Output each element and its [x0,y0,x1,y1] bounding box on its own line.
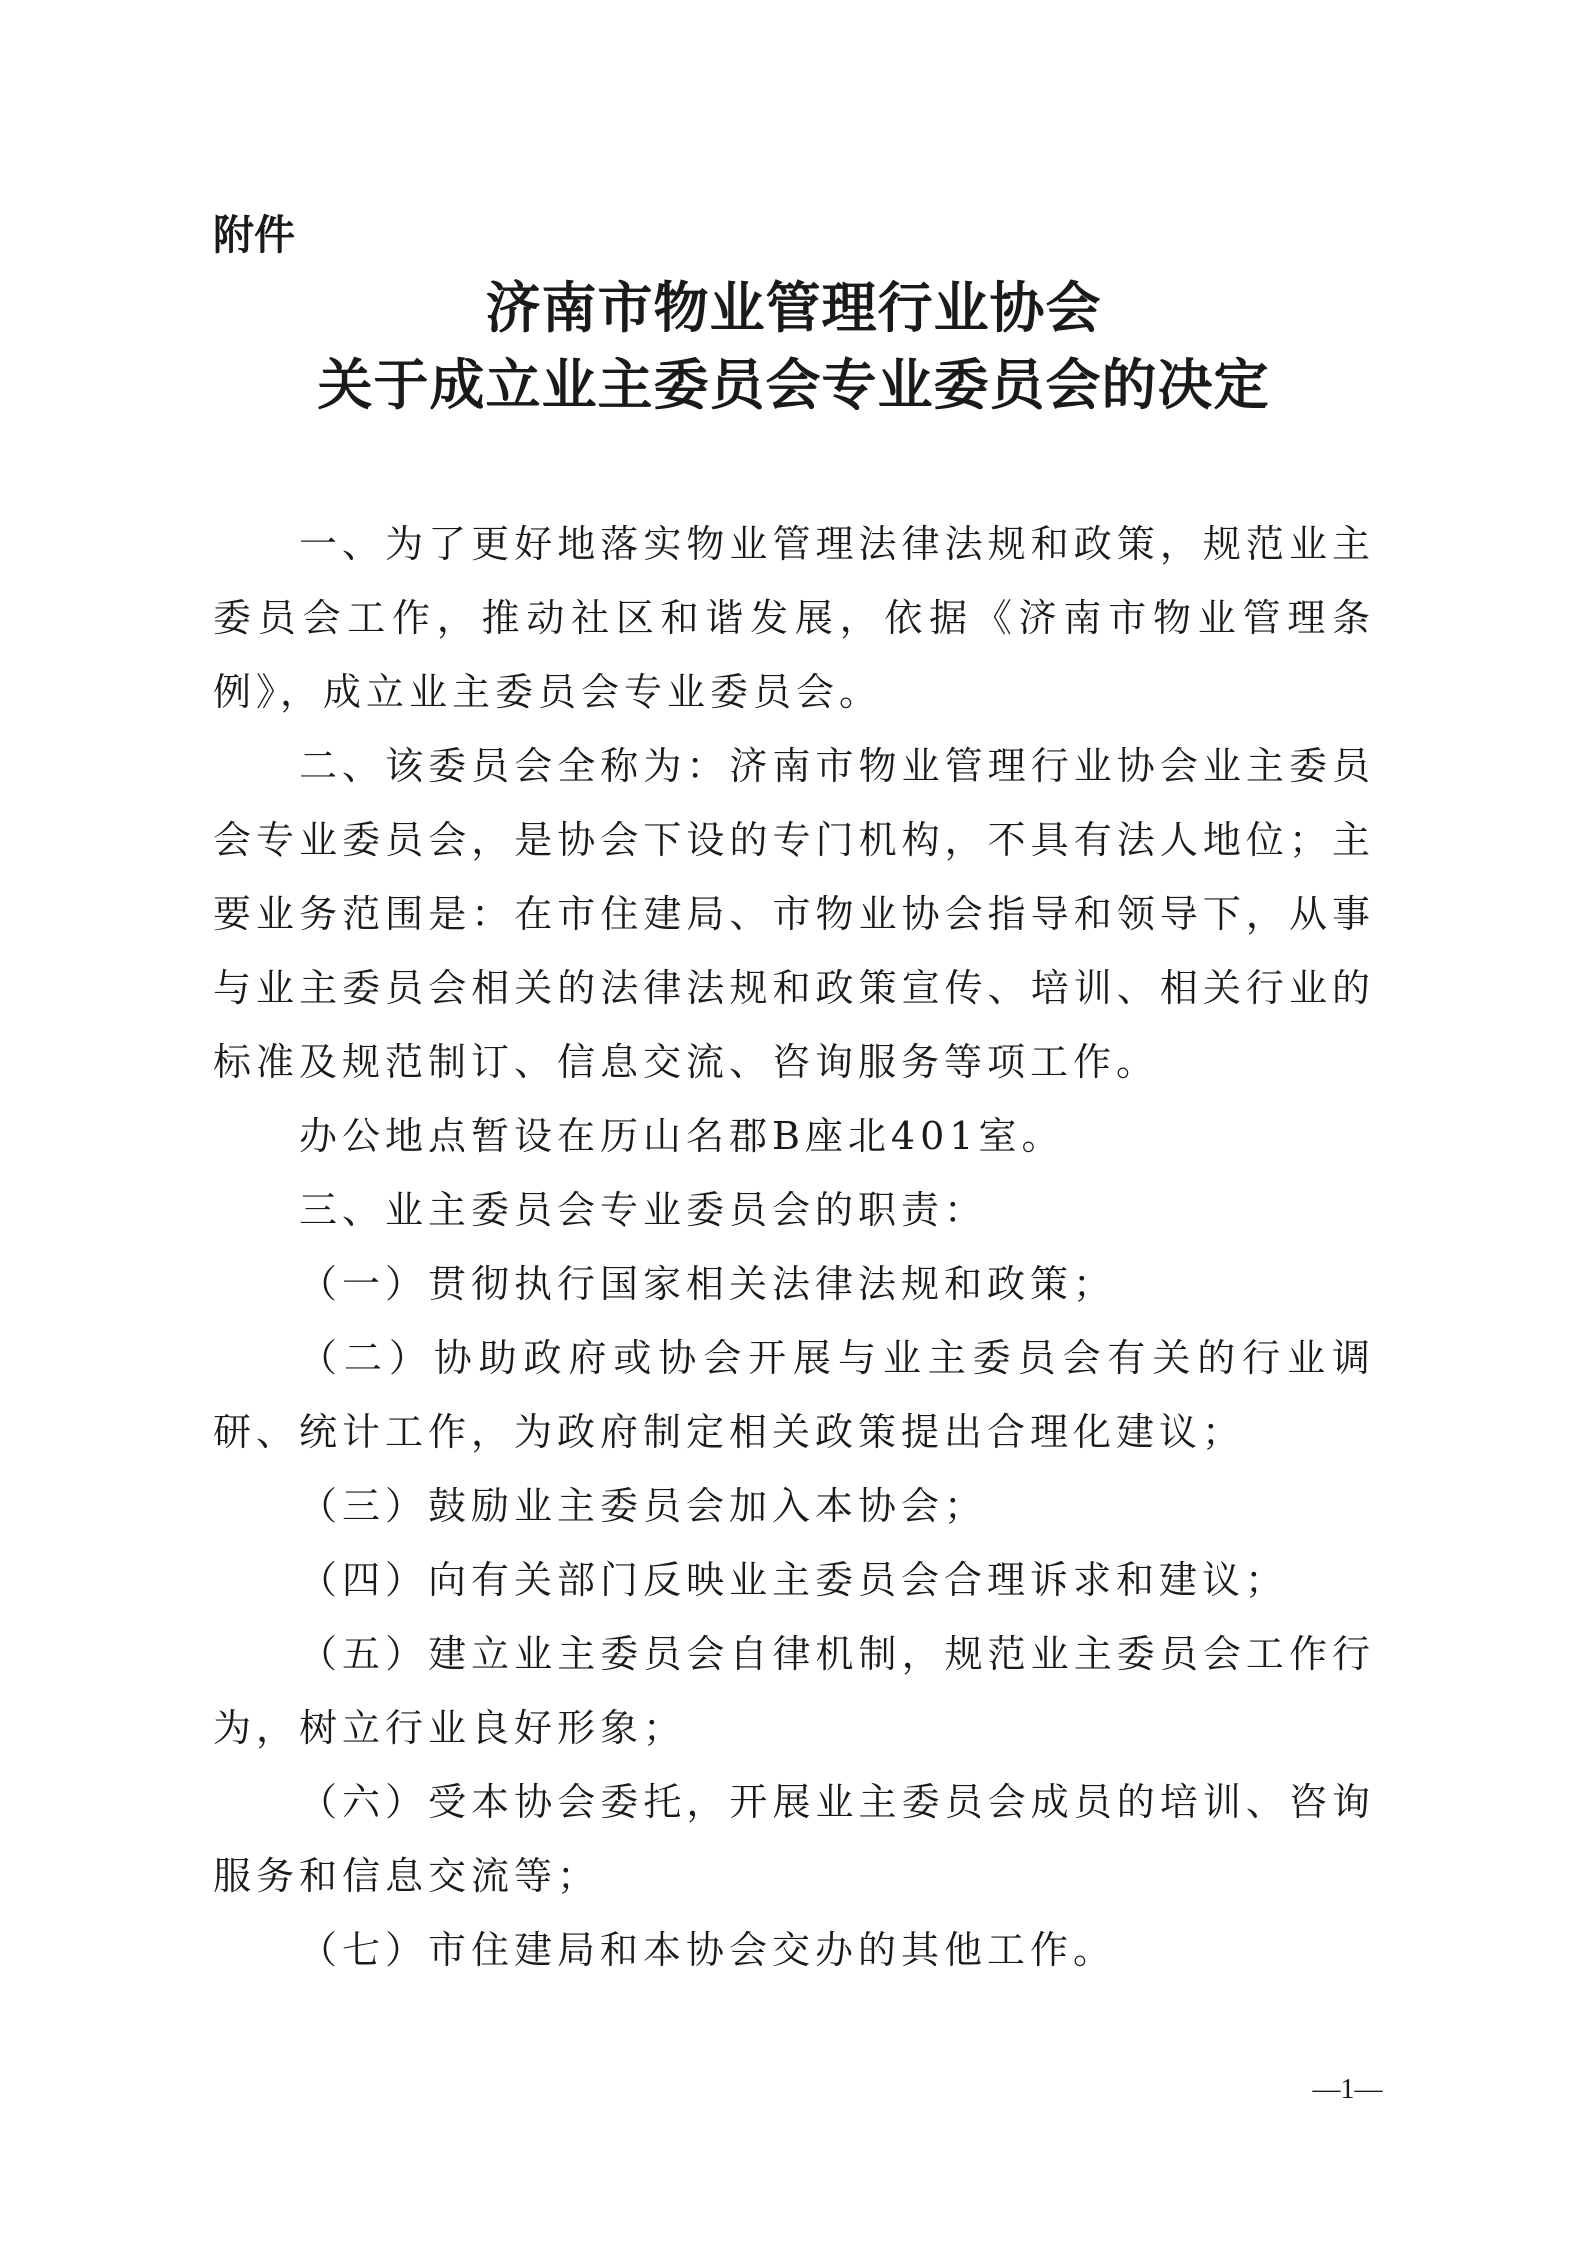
duty-item-4: （四）向有关部门反映业主委员会合理诉求和建议； [299,1558,1289,1602]
paragraph-1: 一、为了更好地落实物业管理法律法规和政策，规范业主委员会工作，推动社区和谐发展，依据《济南市物业管理条例》，成立业主委员会专业委员会。 [213,522,1375,714]
duty-item-1: （一）贯彻执行国家相关法律法规和政策； [299,1262,1117,1306]
paragraph-office-address: 办公地点暂设在历山名郡B座北401室。 [299,1114,1065,1158]
paragraph-3-heading: 三、业主委员会专业委员会的职责： [299,1188,988,1232]
document-title-line-2: 关于成立业主委员会专业委员会的决定 [317,352,1270,417]
duty-item-3: （三）鼓励业主委员会加入本协会； [299,1484,988,1528]
attachment-label: 附件 [213,211,295,259]
document-title-line-1: 济南市物业管理行业协会 [485,275,1102,340]
paragraph-2: 二、该委员会全称为：济南市物业管理行业协会业主委员会专业委员会，是协会下设的专门机构，不具有法人地位；主要业务范围是：在市住建局、市物业协会指导和领导下，从事与业主委员会相关的法律法规和政策宣传、培训、相关行业的标准及规范制订、信息交流、咨询服务等项工作。 [213,744,1375,1084]
duty-item-7: （七）市住建局和本协会交办的其他工作。 [299,1928,1117,1972]
duty-item-6: （六）受本协会委托，开展业主委员会成员的培训、咨询服务和信息交流等； [213,1780,1375,1898]
duty-item-2: （二）协助政府或协会开展与业主委员会有关的行业调研、统计工作，为政府制定相关政策提出合理化建议； [213,1336,1375,1454]
duty-item-5: （五）建立业主委员会自律机制，规范业主委员会工作行为，树立行业良好形象； [213,1632,1375,1750]
page-number: —1— [1312,2074,1383,2105]
document-body [213,507,1375,1987]
